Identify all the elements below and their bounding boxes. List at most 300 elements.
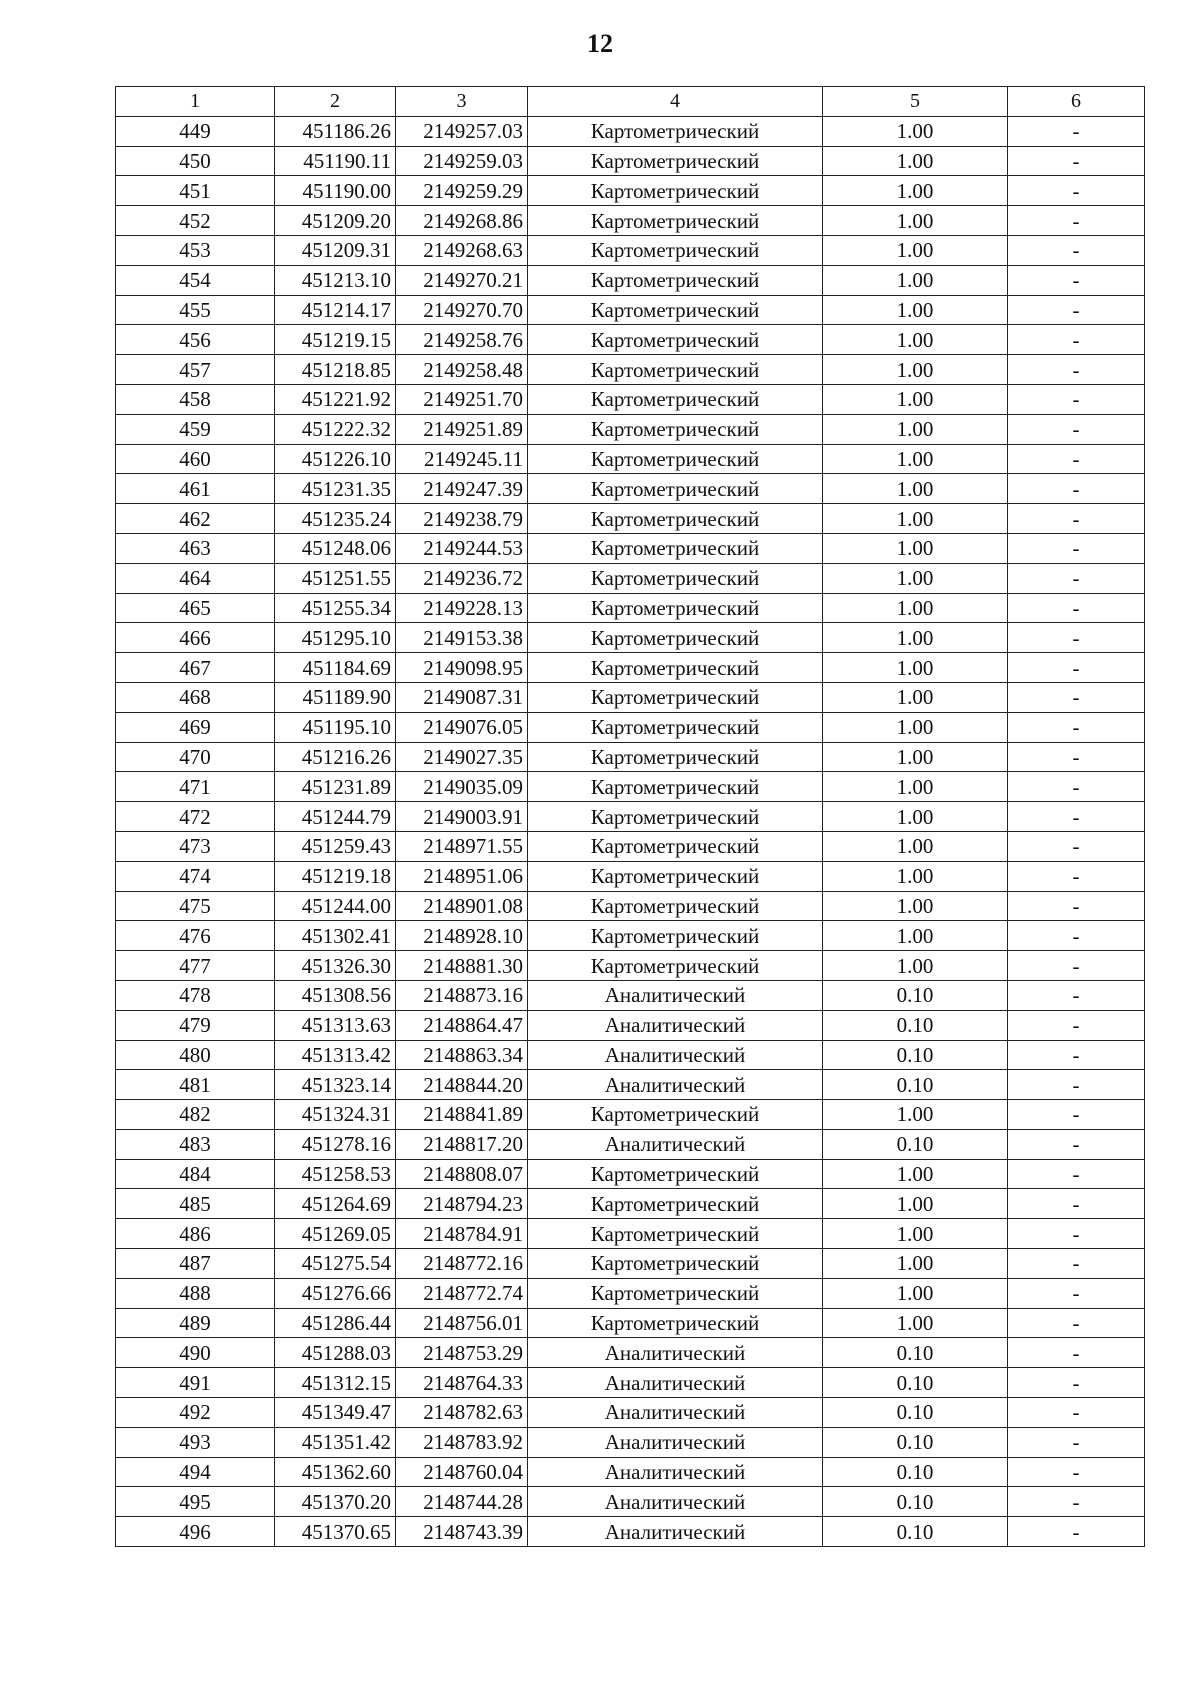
point-number-cell: 473	[116, 831, 275, 861]
table-row	[116, 533, 1145, 563]
point-number-cell: 449	[116, 116, 275, 146]
y-coordinate-cell: 2149270.70	[396, 295, 528, 325]
precision-cell: 0.10	[823, 1457, 1008, 1487]
method-cell: Аналитический	[528, 1368, 823, 1398]
precision-cell: 1.00	[823, 384, 1008, 414]
method-cell: Картометрический	[528, 1189, 823, 1219]
precision-cell: 0.10	[823, 1129, 1008, 1159]
note-cell: -	[1008, 1010, 1145, 1040]
y-coordinate-cell: 2148784.91	[396, 1219, 528, 1249]
x-coordinate-cell: 451231.35	[275, 474, 396, 504]
note-cell: -	[1008, 1219, 1145, 1249]
table-row	[116, 1129, 1145, 1159]
table-row	[116, 1338, 1145, 1368]
y-coordinate-cell: 2148756.01	[396, 1308, 528, 1338]
method-cell: Картометрический	[528, 206, 823, 236]
point-number-cell: 467	[116, 653, 275, 683]
column-header-1: 1	[116, 87, 275, 117]
x-coordinate-cell: 451269.05	[275, 1219, 396, 1249]
x-coordinate-cell: 451302.41	[275, 921, 396, 951]
precision-cell: 1.00	[823, 802, 1008, 832]
y-coordinate-cell: 2148928.10	[396, 921, 528, 951]
method-cell: Картометрический	[528, 116, 823, 146]
y-coordinate-cell: 2149153.38	[396, 623, 528, 653]
note-cell: -	[1008, 1040, 1145, 1070]
note-cell: -	[1008, 712, 1145, 742]
x-coordinate-cell: 451276.66	[275, 1278, 396, 1308]
point-number-cell: 464	[116, 563, 275, 593]
precision-cell: 0.10	[823, 1427, 1008, 1457]
point-number-cell: 456	[116, 325, 275, 355]
precision-cell: 0.10	[823, 1487, 1008, 1517]
note-cell: -	[1008, 1368, 1145, 1398]
note-cell: -	[1008, 891, 1145, 921]
note-cell: -	[1008, 116, 1145, 146]
y-coordinate-cell: 2149259.03	[396, 146, 528, 176]
table-row	[116, 1070, 1145, 1100]
table-row	[116, 414, 1145, 444]
point-number-cell: 468	[116, 682, 275, 712]
x-coordinate-cell: 451216.26	[275, 742, 396, 772]
coordinates-table	[115, 86, 1145, 1547]
x-coordinate-cell: 451264.69	[275, 1189, 396, 1219]
method-cell: Аналитический	[528, 980, 823, 1010]
point-number-cell: 465	[116, 593, 275, 623]
x-coordinate-cell: 451308.56	[275, 980, 396, 1010]
method-cell: Картометрический	[528, 504, 823, 534]
note-cell: -	[1008, 444, 1145, 474]
y-coordinate-cell: 2148744.28	[396, 1487, 528, 1517]
precision-cell: 0.10	[823, 1070, 1008, 1100]
table-row	[116, 1249, 1145, 1279]
precision-cell: 1.00	[823, 146, 1008, 176]
method-cell: Картометрический	[528, 1278, 823, 1308]
point-number-cell: 474	[116, 861, 275, 891]
table-header-row	[116, 87, 1145, 117]
table-row	[116, 504, 1145, 534]
point-number-cell: 457	[116, 355, 275, 385]
x-coordinate-cell: 451231.89	[275, 772, 396, 802]
note-cell: -	[1008, 563, 1145, 593]
table-row	[116, 1368, 1145, 1398]
precision-cell: 0.10	[823, 1040, 1008, 1070]
method-cell: Картометрический	[528, 1100, 823, 1130]
note-cell: -	[1008, 831, 1145, 861]
table-row	[116, 474, 1145, 504]
note-cell: -	[1008, 1398, 1145, 1428]
y-coordinate-cell: 2149087.31	[396, 682, 528, 712]
precision-cell: 0.10	[823, 1010, 1008, 1040]
y-coordinate-cell: 2148817.20	[396, 1129, 528, 1159]
precision-cell: 1.00	[823, 295, 1008, 325]
method-cell: Аналитический	[528, 1427, 823, 1457]
note-cell: -	[1008, 623, 1145, 653]
precision-cell: 1.00	[823, 623, 1008, 653]
precision-cell: 1.00	[823, 891, 1008, 921]
table-row	[116, 1487, 1145, 1517]
method-cell: Картометрический	[528, 414, 823, 444]
table-row	[116, 176, 1145, 206]
point-number-cell: 460	[116, 444, 275, 474]
note-cell: -	[1008, 1129, 1145, 1159]
point-number-cell: 480	[116, 1040, 275, 1070]
y-coordinate-cell: 2148764.33	[396, 1368, 528, 1398]
table-row	[116, 891, 1145, 921]
method-cell: Картометрический	[528, 921, 823, 951]
method-cell: Картометрический	[528, 1308, 823, 1338]
y-coordinate-cell: 2149228.13	[396, 593, 528, 623]
x-coordinate-cell: 451190.00	[275, 176, 396, 206]
point-number-cell: 495	[116, 1487, 275, 1517]
method-cell: Картометрический	[528, 1219, 823, 1249]
method-cell: Аналитический	[528, 1457, 823, 1487]
table-row	[116, 921, 1145, 951]
precision-cell: 0.10	[823, 980, 1008, 1010]
table-row	[116, 206, 1145, 236]
note-cell: -	[1008, 742, 1145, 772]
y-coordinate-cell: 2149003.91	[396, 802, 528, 832]
note-cell: -	[1008, 861, 1145, 891]
note-cell: -	[1008, 1070, 1145, 1100]
precision-cell: 1.00	[823, 1249, 1008, 1279]
precision-cell: 1.00	[823, 1189, 1008, 1219]
x-coordinate-cell: 451312.15	[275, 1368, 396, 1398]
x-coordinate-cell: 451248.06	[275, 533, 396, 563]
method-cell: Аналитический	[528, 1010, 823, 1040]
precision-cell: 1.00	[823, 474, 1008, 504]
point-number-cell: 455	[116, 295, 275, 325]
method-cell: Картометрический	[528, 235, 823, 265]
precision-cell: 1.00	[823, 593, 1008, 623]
y-coordinate-cell: 2148782.63	[396, 1398, 528, 1428]
y-coordinate-cell: 2148971.55	[396, 831, 528, 861]
point-number-cell: 459	[116, 414, 275, 444]
note-cell: -	[1008, 1308, 1145, 1338]
point-number-cell: 463	[116, 533, 275, 563]
y-coordinate-cell: 2149258.48	[396, 355, 528, 385]
note-cell: -	[1008, 951, 1145, 981]
table-row	[116, 653, 1145, 683]
point-number-cell: 494	[116, 1457, 275, 1487]
point-number-cell: 458	[116, 384, 275, 414]
y-coordinate-cell: 2148783.92	[396, 1427, 528, 1457]
precision-cell: 1.00	[823, 1219, 1008, 1249]
table-row	[116, 444, 1145, 474]
precision-cell: 0.10	[823, 1368, 1008, 1398]
method-cell: Картометрический	[528, 1249, 823, 1279]
column-header-4: 4	[528, 87, 823, 117]
method-cell: Картометрический	[528, 712, 823, 742]
table-row	[116, 1308, 1145, 1338]
y-coordinate-cell: 2149245.11	[396, 444, 528, 474]
precision-cell: 1.00	[823, 861, 1008, 891]
y-coordinate-cell: 2149257.03	[396, 116, 528, 146]
note-cell: -	[1008, 1487, 1145, 1517]
note-cell: -	[1008, 355, 1145, 385]
x-coordinate-cell: 451251.55	[275, 563, 396, 593]
x-coordinate-cell: 451221.92	[275, 384, 396, 414]
table-row	[116, 235, 1145, 265]
point-number-cell: 466	[116, 623, 275, 653]
y-coordinate-cell: 2148951.06	[396, 861, 528, 891]
note-cell: -	[1008, 1338, 1145, 1368]
x-coordinate-cell: 451275.54	[275, 1249, 396, 1279]
method-cell: Аналитический	[528, 1398, 823, 1428]
method-cell: Картометрический	[528, 1159, 823, 1189]
x-coordinate-cell: 451190.11	[275, 146, 396, 176]
y-coordinate-cell: 2149244.53	[396, 533, 528, 563]
note-cell: -	[1008, 593, 1145, 623]
table-row	[116, 116, 1145, 146]
point-number-cell: 483	[116, 1129, 275, 1159]
table-row	[116, 1457, 1145, 1487]
x-coordinate-cell: 451184.69	[275, 653, 396, 683]
note-cell: -	[1008, 980, 1145, 1010]
note-cell: -	[1008, 206, 1145, 236]
point-number-cell: 452	[116, 206, 275, 236]
point-number-cell: 485	[116, 1189, 275, 1219]
table-row	[116, 1427, 1145, 1457]
point-number-cell: 450	[116, 146, 275, 176]
x-coordinate-cell: 451226.10	[275, 444, 396, 474]
y-coordinate-cell: 2148844.20	[396, 1070, 528, 1100]
point-number-cell: 462	[116, 504, 275, 534]
x-coordinate-cell: 451259.43	[275, 831, 396, 861]
x-coordinate-cell: 451219.18	[275, 861, 396, 891]
y-coordinate-cell: 2148808.07	[396, 1159, 528, 1189]
point-number-cell: 484	[116, 1159, 275, 1189]
point-number-cell: 479	[116, 1010, 275, 1040]
method-cell: Картометрический	[528, 265, 823, 295]
method-cell: Картометрический	[528, 533, 823, 563]
x-coordinate-cell: 451351.42	[275, 1427, 396, 1457]
x-coordinate-cell: 451323.14	[275, 1070, 396, 1100]
y-coordinate-cell: 2149098.95	[396, 653, 528, 683]
x-coordinate-cell: 451313.63	[275, 1010, 396, 1040]
point-number-cell: 482	[116, 1100, 275, 1130]
note-cell: -	[1008, 1249, 1145, 1279]
table-row	[116, 593, 1145, 623]
table-row	[116, 265, 1145, 295]
method-cell: Аналитический	[528, 1129, 823, 1159]
table-row	[116, 1219, 1145, 1249]
x-coordinate-cell: 451255.34	[275, 593, 396, 623]
precision-cell: 1.00	[823, 235, 1008, 265]
table-row	[116, 563, 1145, 593]
method-cell: Аналитический	[528, 1338, 823, 1368]
table-row	[116, 295, 1145, 325]
method-cell: Картометрический	[528, 682, 823, 712]
y-coordinate-cell: 2149259.29	[396, 176, 528, 206]
note-cell: -	[1008, 235, 1145, 265]
table-row	[116, 980, 1145, 1010]
x-coordinate-cell: 451362.60	[275, 1457, 396, 1487]
x-coordinate-cell: 451258.53	[275, 1159, 396, 1189]
y-coordinate-cell: 2149251.89	[396, 414, 528, 444]
point-number-cell: 470	[116, 742, 275, 772]
note-cell: -	[1008, 325, 1145, 355]
y-coordinate-cell: 2148772.74	[396, 1278, 528, 1308]
note-cell: -	[1008, 1278, 1145, 1308]
precision-cell: 1.00	[823, 533, 1008, 563]
point-number-cell: 490	[116, 1338, 275, 1368]
table-body	[116, 116, 1145, 1546]
method-cell: Картометрический	[528, 891, 823, 921]
note-cell: -	[1008, 653, 1145, 683]
method-cell: Аналитический	[528, 1070, 823, 1100]
method-cell: Картометрический	[528, 951, 823, 981]
method-cell: Картометрический	[528, 653, 823, 683]
table-row	[116, 802, 1145, 832]
y-coordinate-cell: 2149268.63	[396, 235, 528, 265]
method-cell: Картометрический	[528, 831, 823, 861]
note-cell: -	[1008, 802, 1145, 832]
y-coordinate-cell: 2149247.39	[396, 474, 528, 504]
method-cell: Картометрический	[528, 861, 823, 891]
y-coordinate-cell: 2149238.79	[396, 504, 528, 534]
table-row	[116, 355, 1145, 385]
x-coordinate-cell: 451219.15	[275, 325, 396, 355]
method-cell: Картометрический	[528, 355, 823, 385]
y-coordinate-cell: 2149268.86	[396, 206, 528, 236]
point-number-cell: 478	[116, 980, 275, 1010]
precision-cell: 1.00	[823, 712, 1008, 742]
column-header-6: 6	[1008, 87, 1145, 117]
note-cell: -	[1008, 1457, 1145, 1487]
point-number-cell: 487	[116, 1249, 275, 1279]
x-coordinate-cell: 451286.44	[275, 1308, 396, 1338]
x-coordinate-cell: 451349.47	[275, 1398, 396, 1428]
precision-cell: 1.00	[823, 1159, 1008, 1189]
column-header-3: 3	[396, 87, 528, 117]
method-cell: Картометрический	[528, 474, 823, 504]
y-coordinate-cell: 2149258.76	[396, 325, 528, 355]
table-row	[116, 831, 1145, 861]
table-row	[116, 712, 1145, 742]
method-cell: Аналитический	[528, 1517, 823, 1547]
method-cell: Картометрический	[528, 593, 823, 623]
table-row	[116, 146, 1145, 176]
note-cell: -	[1008, 176, 1145, 206]
point-number-cell: 481	[116, 1070, 275, 1100]
note-cell: -	[1008, 921, 1145, 951]
y-coordinate-cell: 2149027.35	[396, 742, 528, 772]
note-cell: -	[1008, 265, 1145, 295]
precision-cell: 1.00	[823, 414, 1008, 444]
table-row	[116, 1010, 1145, 1040]
point-number-cell: 496	[116, 1517, 275, 1547]
point-number-cell: 453	[116, 235, 275, 265]
method-cell: Картометрический	[528, 325, 823, 355]
method-cell: Картометрический	[528, 563, 823, 593]
column-header-2: 2	[275, 87, 396, 117]
point-number-cell: 472	[116, 802, 275, 832]
x-coordinate-cell: 451213.10	[275, 265, 396, 295]
point-number-cell: 493	[116, 1427, 275, 1457]
y-coordinate-cell: 2148901.08	[396, 891, 528, 921]
y-coordinate-cell: 2148760.04	[396, 1457, 528, 1487]
method-cell: Картометрический	[528, 623, 823, 653]
x-coordinate-cell: 451244.00	[275, 891, 396, 921]
method-cell: Картометрический	[528, 444, 823, 474]
table-row	[116, 1100, 1145, 1130]
note-cell: -	[1008, 682, 1145, 712]
x-coordinate-cell: 451370.65	[275, 1517, 396, 1547]
table-row	[116, 384, 1145, 414]
method-cell: Картометрический	[528, 772, 823, 802]
note-cell: -	[1008, 533, 1145, 563]
table-row	[116, 742, 1145, 772]
precision-cell: 1.00	[823, 1100, 1008, 1130]
point-number-cell: 489	[116, 1308, 275, 1338]
note-cell: -	[1008, 1427, 1145, 1457]
page-number: 12	[587, 29, 613, 58]
note-cell: -	[1008, 1100, 1145, 1130]
point-number-cell: 491	[116, 1368, 275, 1398]
x-coordinate-cell: 451189.90	[275, 682, 396, 712]
point-number-cell: 476	[116, 921, 275, 951]
x-coordinate-cell: 451244.79	[275, 802, 396, 832]
point-number-cell: 461	[116, 474, 275, 504]
table-row	[116, 772, 1145, 802]
y-coordinate-cell: 2148863.34	[396, 1040, 528, 1070]
precision-cell: 1.00	[823, 831, 1008, 861]
precision-cell: 0.10	[823, 1398, 1008, 1428]
table-row	[116, 682, 1145, 712]
method-cell: Картометрический	[528, 295, 823, 325]
y-coordinate-cell: 2148873.16	[396, 980, 528, 1010]
x-coordinate-cell: 451278.16	[275, 1129, 396, 1159]
note-cell: -	[1008, 1189, 1145, 1219]
note-cell: -	[1008, 295, 1145, 325]
point-number-cell: 469	[116, 712, 275, 742]
x-coordinate-cell: 451218.85	[275, 355, 396, 385]
point-number-cell: 451	[116, 176, 275, 206]
method-cell: Картометрический	[528, 176, 823, 206]
y-coordinate-cell: 2149035.09	[396, 772, 528, 802]
y-coordinate-cell: 2149076.05	[396, 712, 528, 742]
y-coordinate-cell: 2148881.30	[396, 951, 528, 981]
y-coordinate-cell: 2148743.39	[396, 1517, 528, 1547]
table-row	[116, 951, 1145, 981]
table-row	[116, 1189, 1145, 1219]
y-coordinate-cell: 2149270.21	[396, 265, 528, 295]
precision-cell: 1.00	[823, 682, 1008, 712]
precision-cell: 1.00	[823, 772, 1008, 802]
point-number-cell: 454	[116, 265, 275, 295]
precision-cell: 1.00	[823, 116, 1008, 146]
table-row	[116, 623, 1145, 653]
point-number-cell: 488	[116, 1278, 275, 1308]
y-coordinate-cell: 2148772.16	[396, 1249, 528, 1279]
precision-cell: 1.00	[823, 325, 1008, 355]
y-coordinate-cell: 2148794.23	[396, 1189, 528, 1219]
method-cell: Картометрический	[528, 384, 823, 414]
x-coordinate-cell: 451295.10	[275, 623, 396, 653]
x-coordinate-cell: 451326.30	[275, 951, 396, 981]
y-coordinate-cell: 2149236.72	[396, 563, 528, 593]
x-coordinate-cell: 451370.20	[275, 1487, 396, 1517]
precision-cell: 0.10	[823, 1517, 1008, 1547]
y-coordinate-cell: 2148753.29	[396, 1338, 528, 1368]
table-row	[116, 1159, 1145, 1189]
note-cell: -	[1008, 146, 1145, 176]
precision-cell: 1.00	[823, 563, 1008, 593]
table-row	[116, 1040, 1145, 1070]
note-cell: -	[1008, 384, 1145, 414]
precision-cell: 1.00	[823, 206, 1008, 236]
x-coordinate-cell: 451209.20	[275, 206, 396, 236]
